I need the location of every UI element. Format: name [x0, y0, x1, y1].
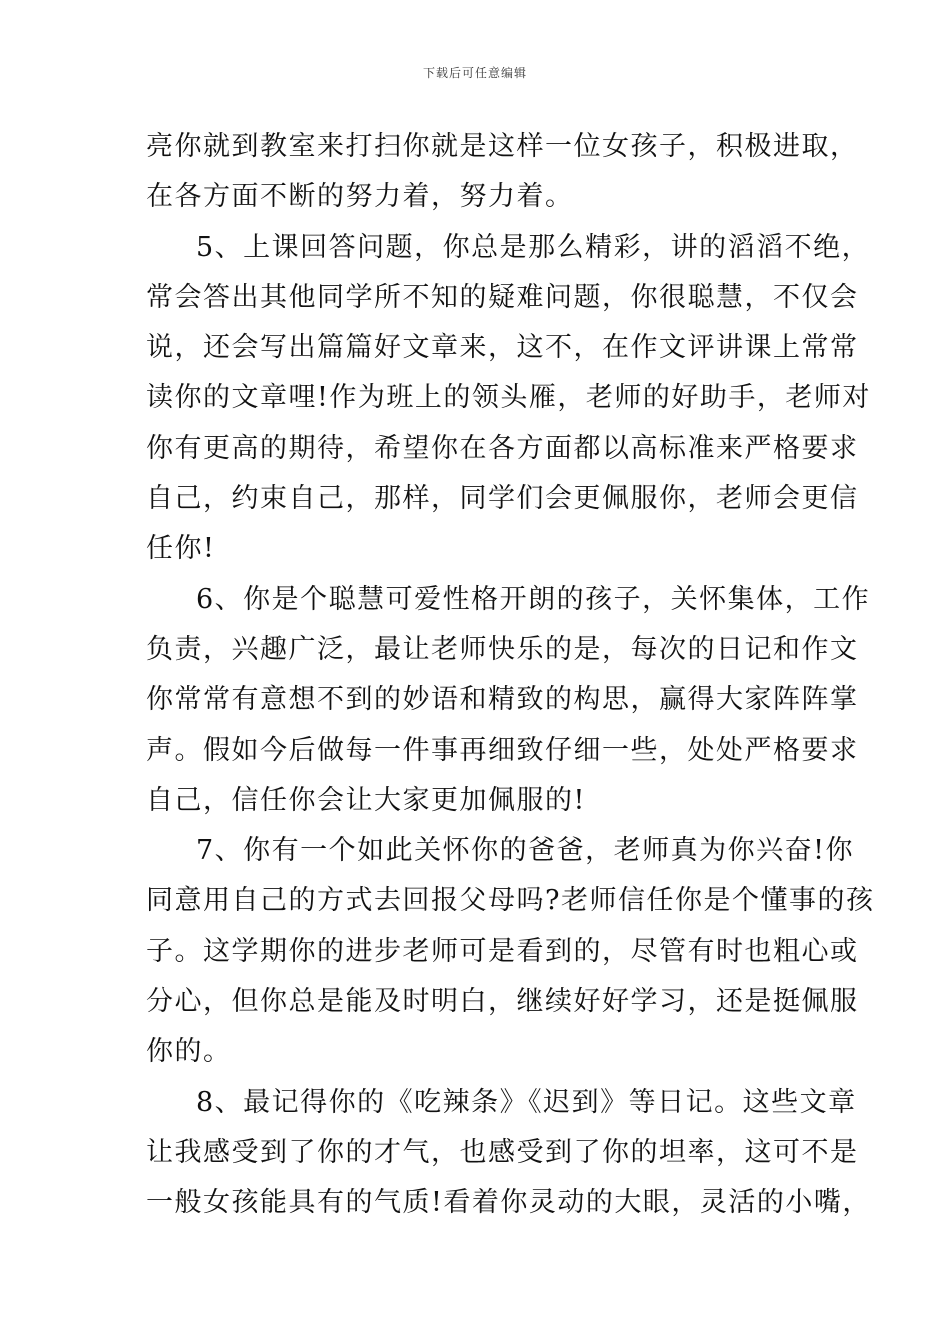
text-line: 子。这学期你的进步老师可是看到的，尽管有时也粗心或 — [146, 935, 859, 967]
page-header: 下载后可任意编辑 — [422, 66, 527, 80]
text-line: 分心，但你总是能及时明白，继续好好学习，还是挺佩服 — [146, 986, 859, 1018]
text-line: 你有更高的期待，希望你在各方面都以高标准来严格要求 — [146, 432, 859, 464]
text-line: 亮你就到教室来打扫你就是这样一位女孩子，积极进取， — [146, 131, 859, 162]
text-line: 同意用自己的方式去回报父母吗?老师信任你是个懂事的孩 — [146, 885, 875, 917]
text-line: 负责，兴趣广泛，最让老师快乐的是，每次的日记和作文 — [146, 633, 859, 665]
text-line: 自己，约束自己，那样，同学们会更佩服你，老师会更信 — [146, 483, 859, 515]
text-line: 常会答出其他同学所不知的疑难问题，你很聪慧，不仅会 — [146, 281, 859, 313]
text-line: 让我感受到了你的才气，也感受到了你的坦率，这可不是 — [146, 1136, 859, 1168]
text-line: 你的。 — [146, 1036, 232, 1068]
text-line: 任你! — [146, 533, 216, 565]
text-line: 声。假如今后做每一件事再细致仔细一些，处处严格要求 — [146, 734, 859, 766]
text-line: 说，还会写出篇篇好文章来，这不，在作文评讲课上常常 — [146, 332, 859, 364]
text-line: 6、你是个聪慧可爱性格开朗的孩子，关怀集体，工作 — [196, 583, 871, 615]
text-line: 你常常有意想不到的妙语和精致的构思，赢得大家阵阵掌 — [146, 684, 859, 716]
text-line: 8、最记得你的《吃辣条》《迟到》等日记。这些文章 — [196, 1086, 857, 1118]
text-line: 7、你有一个如此关怀你的爸爸，老师真为你兴奋!你 — [196, 835, 855, 867]
text-line: 自己，信任你会让大家更加佩服的! — [146, 784, 586, 816]
text-line: 一般女孩能具有的气质!看着你灵动的大眼，灵活的小嘴， — [146, 1187, 871, 1219]
text-line: 5、上课回答问题，你总是那么精彩，讲的滔滔不绝， — [196, 231, 871, 263]
text-line: 读你的文章哩!作为班上的领头雁，老师的好助手，老师对 — [146, 382, 871, 414]
document-body — [146, 122, 875, 1229]
text-line: 在各方面不断的努力着，努力着。 — [146, 181, 574, 213]
